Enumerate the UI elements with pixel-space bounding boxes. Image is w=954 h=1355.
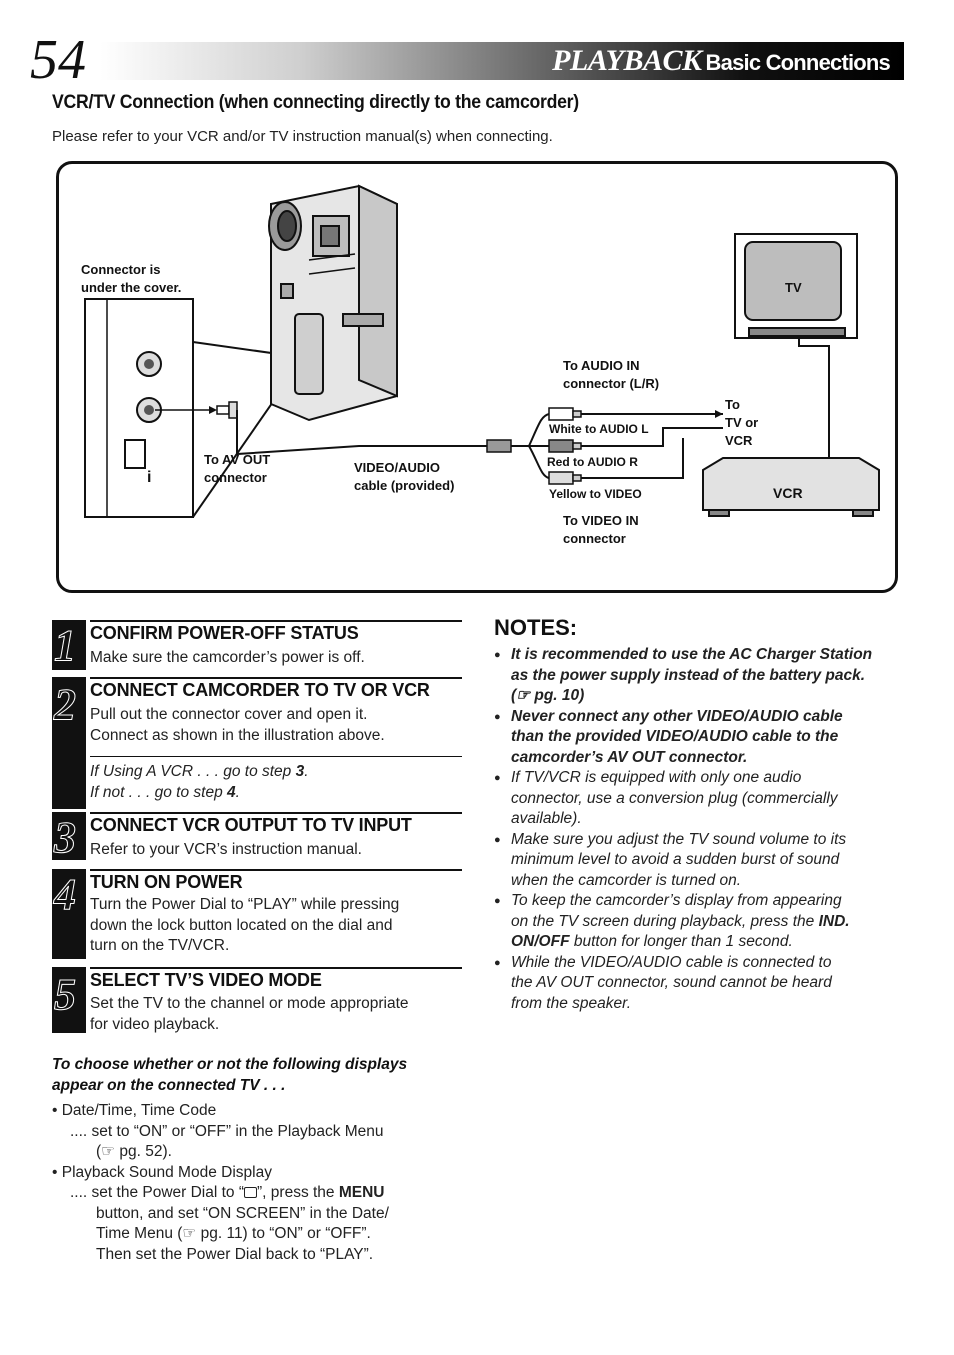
step-heading: CONFIRM POWER-OFF STATUS — [90, 623, 359, 643]
white-plug-label: White to AUDIO L — [549, 422, 649, 436]
av-out-label: To AV OUT connector — [204, 452, 271, 485]
connection-diagram — [56, 161, 898, 593]
step-body: Turn the Power Dial to “PLAY” while pressing down the lock button located on the dial and turn on the TV/VCR. — [90, 896, 400, 954]
cable-label: VIDEO/AUDIO cable (provided) — [354, 460, 455, 493]
step-note: If Using A VCR . . . go to step 3. If not . . . go to step 4. — [90, 763, 309, 801]
step-number: 4 — [54, 870, 76, 919]
note-item: ● While the VIDEO/AUDIO cable is connected to the AV OUT connector, sound cannot be heard from the speaker. — [494, 953, 906, 1015]
note-item: ● To keep the camcorder’s display from appearing on the TV screen during playback, press the IND. ON/OFF button for longer than 1 second. — [494, 891, 906, 953]
display-options-list: • Date/Time, Time Code .... set to “ON” or “OFF” in the Playback Menu (☞ pg. 52). • Playback Sound Mode Display .... set the Power Dial to “ ”, press the MENU button, and set “ON SCREEN” in the Date/ Time Menu (☞ pg. 11) to “ON” or “OFF”. Then set the Power Dial back to “PLAY”. — [52, 1101, 472, 1265]
step-heading: CONNECT VCR OUTPUT TO TV INPUT — [90, 815, 412, 835]
page-title — [552, 44, 890, 78]
rca-plug-yellow — [549, 472, 581, 484]
step-number: 1 — [54, 621, 76, 670]
red-plug-label: Red to AUDIO R — [547, 455, 638, 469]
step-heading: CONNECT CAMCORDER TO TV OR VCR — [90, 680, 430, 700]
yellow-plug-label: Yellow to VIDEO — [549, 487, 642, 501]
video-in-label: To VIDEO IN connector — [563, 513, 639, 546]
rca-plug-white — [549, 408, 581, 420]
list-item: • Playback Sound Mode Display — [52, 1163, 272, 1181]
header-bar — [100, 42, 904, 80]
av-plug — [217, 402, 237, 418]
note-item: ● It is recommended to use the AC Charger Station as the power supply instead of the battery pack. (☞ pg. 10) — [494, 645, 906, 707]
step-body: Make sure the camcorder’s power is off. — [90, 649, 365, 666]
step-number: 5 — [54, 970, 76, 1019]
page-title-sub: Basic Connections — [705, 50, 890, 75]
intro-text: Please refer to your VCR and/or TV instruction manual(s) when connecting. — [52, 128, 553, 145]
step-number: 2 — [54, 680, 76, 729]
to-tv-label: To TV or VCR — [725, 397, 759, 448]
note-item: ● Never connect any other VIDEO/AUDIO cable than the provided VIDEO/AUDIO cable to the camcorder’s AV OUT connector. — [494, 707, 906, 769]
connector-note: Connector is under the cover. — [81, 262, 182, 295]
diagram-illustration — [59, 164, 895, 590]
note-item: ● If TV/VCR is equipped with only one audio connector, use a conversion plug (commercially available). — [494, 768, 906, 830]
tape-mode-icon — [244, 1187, 257, 1198]
list-item: • Date/Time, Time Code — [52, 1102, 217, 1119]
svg-text:i: i — [147, 469, 152, 486]
step-number: 3 — [54, 813, 76, 862]
page-title-main: PLAYBACK — [552, 44, 702, 77]
notes-list — [494, 645, 906, 1014]
page-number: 54 — [30, 29, 86, 91]
step-heading: SELECT TV’S VIDEO MODE — [90, 970, 322, 990]
note-item: ● Make sure you adjust the TV sound volume to its minimum level to avoid a sudden burst of sound when the camcorder is turned on. — [494, 830, 906, 892]
vcr-label: VCR — [773, 485, 803, 501]
step-body: Set the TV to the channel or mode appropriate for video playback. — [90, 995, 409, 1033]
connector-cover — [125, 440, 145, 468]
step-heading: TURN ON POWER — [90, 872, 243, 892]
camcorder-illustration — [269, 186, 397, 420]
rca-plug-red — [549, 440, 581, 452]
section-title: VCR/TV Connection (when connecting directly to the camcorder) — [52, 92, 579, 113]
audio-in-label: To AUDIO IN connector (L/R) — [563, 358, 660, 391]
notes-title: NOTES: — [494, 615, 578, 640]
tv-label: TV — [785, 280, 802, 295]
step-body: Pull out the connector cover and open it. Connect as shown in the illustration above. — [90, 706, 385, 744]
step-body: Refer to your VCR’s instruction manual. — [90, 841, 362, 858]
display-options-heading: To choose whether or not the following displays appear on the connected TV . . . — [52, 1056, 408, 1094]
